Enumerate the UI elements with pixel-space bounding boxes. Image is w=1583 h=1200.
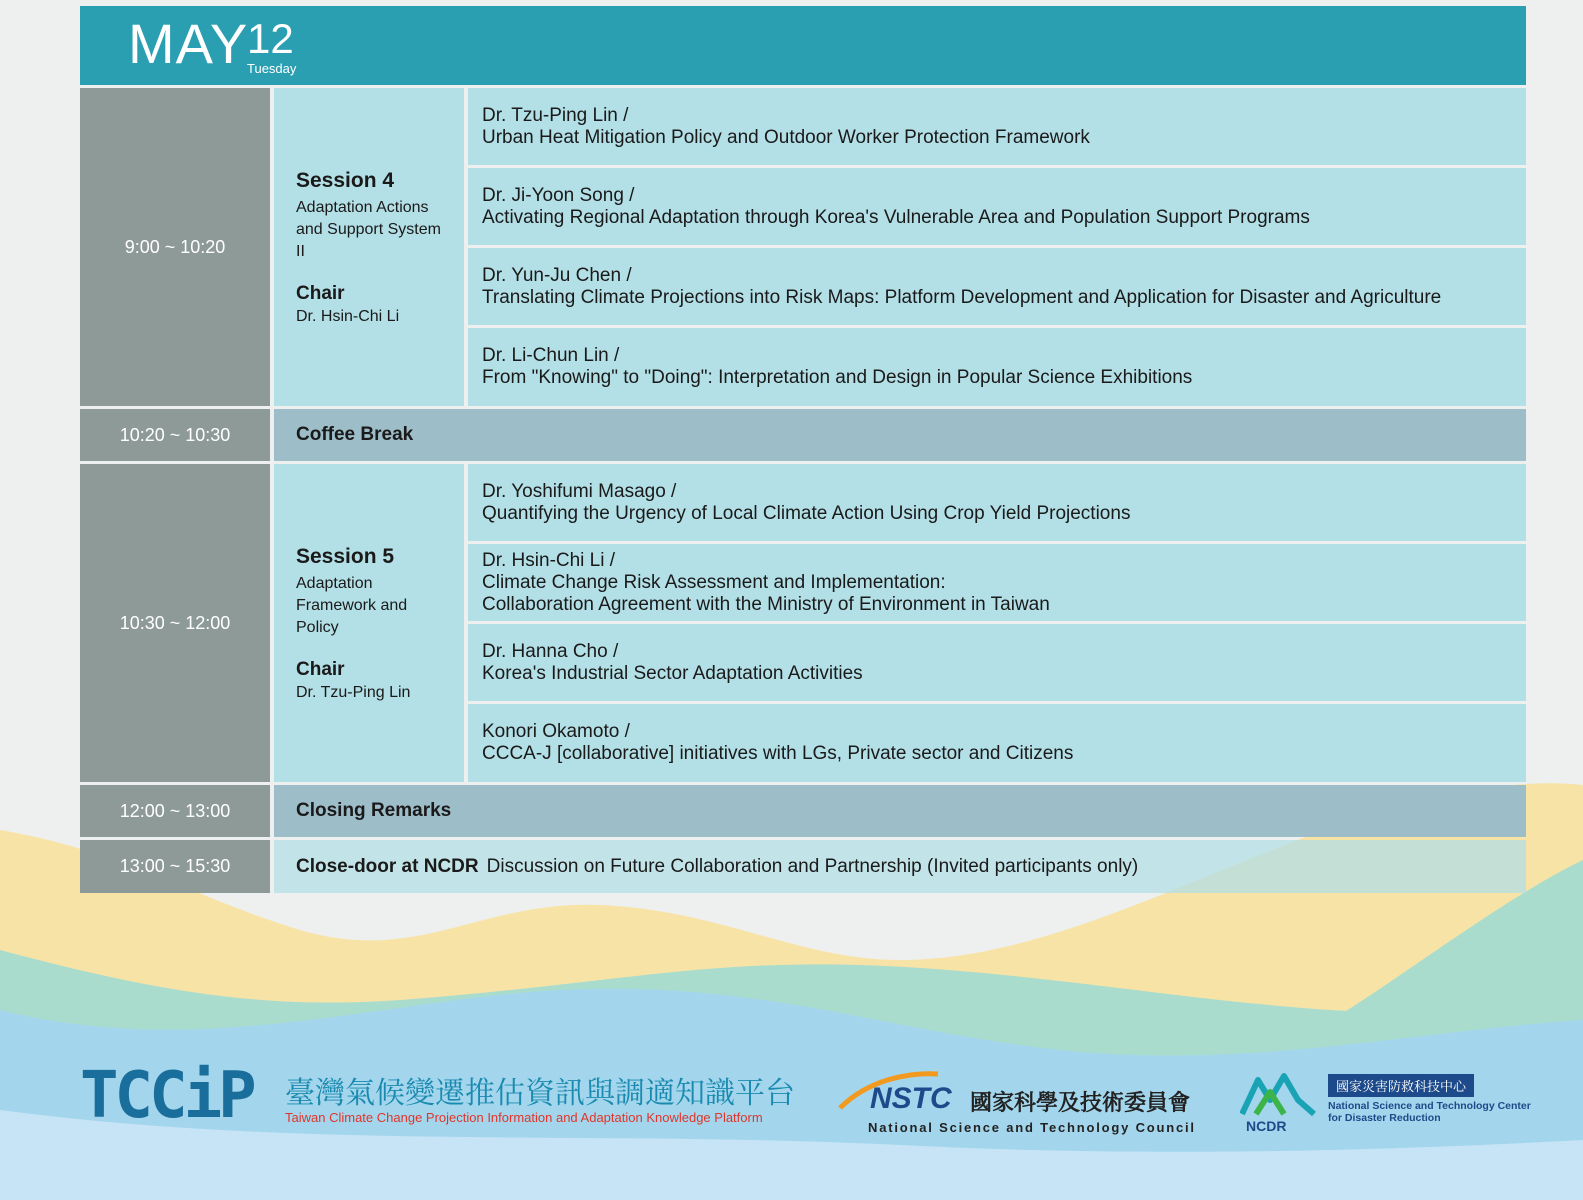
talk-speaker: Dr. Ji-Yoon Song /: [482, 184, 635, 206]
session-5-chair-label: Chair: [296, 658, 345, 680]
coffee-break-time: 10:20 ~ 10:30: [80, 409, 270, 461]
talk-title: Activating Regional Adaptation through Korea's Vulnerable Area and Population Support Programs: [482, 206, 1310, 228]
talk-speaker: Dr. Yoshifumi Masago /: [482, 480, 677, 502]
session-5-time: 10:30 ~ 12:00: [80, 464, 270, 782]
tccip-logo: TCCiP: [80, 1059, 253, 1133]
talk-item: [468, 88, 1526, 165]
talk-item: [468, 704, 1526, 782]
session-5-subtitle: Adaptation Framework and Policy: [296, 574, 408, 636]
talk-speaker: Konori Okamoto /: [482, 721, 630, 742]
ncdr-mountain-icon: [1240, 1070, 1316, 1120]
talk-item: [468, 544, 1526, 621]
talk-title: CCCA-J [collaborative] initiatives with LGs, Private sector and Citizens: [482, 743, 1074, 764]
talk-title: Quantifying the Urgency of Local Climate Action Using Crop Yield Projections: [482, 502, 1131, 524]
talk-item: [468, 464, 1526, 541]
close-door-cell: [274, 840, 1526, 893]
session-4-info: [274, 88, 464, 406]
talk-item: [468, 624, 1526, 701]
talk-title-line2: Collaboration Agreement with the Ministry of Environment in Taiwan: [482, 593, 1050, 615]
session-4-chair-label: Chair: [296, 282, 345, 304]
ncdr-name-en-line1: National Science and Technology Center: [1328, 1100, 1531, 1112]
session-4-subtitle: Adaptation Actions and Support System II: [296, 198, 441, 260]
talk-title: Translating Climate Projections into Risk Maps: Platform Development and Application for Disaster and Agriculture: [482, 286, 1442, 308]
footer-logos: [0, 1050, 1583, 1200]
session-4-title: Session 4: [296, 168, 395, 192]
close-door-description: Discussion on Future Collaboration and Partnership (Invited participants only): [486, 855, 1139, 877]
talk-speaker: Dr. Hsin-Chi Li /: [482, 549, 616, 571]
session-5-talks: [468, 464, 1526, 782]
close-door-time: 13:00 ~ 15:30: [80, 840, 270, 893]
tccip-name-en: Taiwan Climate Change Projection Information and Adaptation Knowledge Platform: [285, 1110, 763, 1125]
closing-remarks-label: Closing Remarks: [274, 785, 1526, 837]
session-4-talks: [468, 88, 1526, 406]
ncdr-name-en-line2: for Disaster Reduction: [1328, 1112, 1441, 1124]
close-door-row: [80, 840, 1526, 893]
talk-item: [468, 328, 1526, 406]
talk-speaker: Dr. Yun-Ju Chen /: [482, 264, 632, 286]
talk-speaker: Dr. Tzu-Ping Lin /: [482, 104, 629, 126]
date-header: [80, 6, 1526, 85]
closing-remarks-row: [80, 785, 1526, 837]
talk-speaker: Dr. Li-Chun Lin /: [482, 345, 620, 366]
session-5-row: [80, 464, 1526, 782]
nstc-logo: NSTC: [870, 1082, 952, 1115]
close-door-label: Close-door at NCDR: [296, 855, 479, 877]
coffee-break-row: [80, 409, 1526, 461]
session-5-title: Session 5: [296, 544, 395, 568]
talk-title: Korea's Industrial Sector Adaptation Activities: [482, 662, 863, 684]
talk-title: Climate Change Risk Assessment and Implementation:: [482, 571, 946, 593]
talk-item: [468, 168, 1526, 245]
month-label: MAY: [128, 12, 249, 75]
nstc-name-cn: 國家科學及技術委員會: [970, 1090, 1191, 1115]
session-4-chair-name: Dr. Hsin-Chi Li: [296, 307, 400, 325]
nstc-name-en: National Science and Technology Council: [868, 1120, 1196, 1135]
ncdr-logo: NCDR: [1246, 1118, 1287, 1134]
talk-title: From "Knowing" to "Doing": Interpretation and Design in Popular Science Exhibitions: [482, 367, 1193, 388]
session-5-chair-name: Dr. Tzu-Ping Lin: [296, 683, 411, 701]
session-4-row: [80, 88, 1526, 406]
day-number: 12: [247, 15, 294, 62]
talk-item: [468, 248, 1526, 325]
ncdr-name-cn: 國家災害防救科技中心: [1328, 1074, 1474, 1097]
session-5-info: [274, 464, 464, 782]
closing-remarks-time: 12:00 ~ 13:00: [80, 785, 270, 837]
session-4-time: 9:00 ~ 10:20: [80, 88, 270, 406]
coffee-break-label: Coffee Break: [274, 409, 1526, 461]
weekday-label: Tuesday: [247, 61, 297, 76]
talk-speaker: Dr. Hanna Cho /: [482, 640, 619, 662]
talk-title: Urban Heat Mitigation Policy and Outdoor Worker Protection Framework: [482, 126, 1090, 148]
tccip-name-cn: 臺灣氣候變遷推估資訊與調適知識平台: [285, 1077, 795, 1110]
